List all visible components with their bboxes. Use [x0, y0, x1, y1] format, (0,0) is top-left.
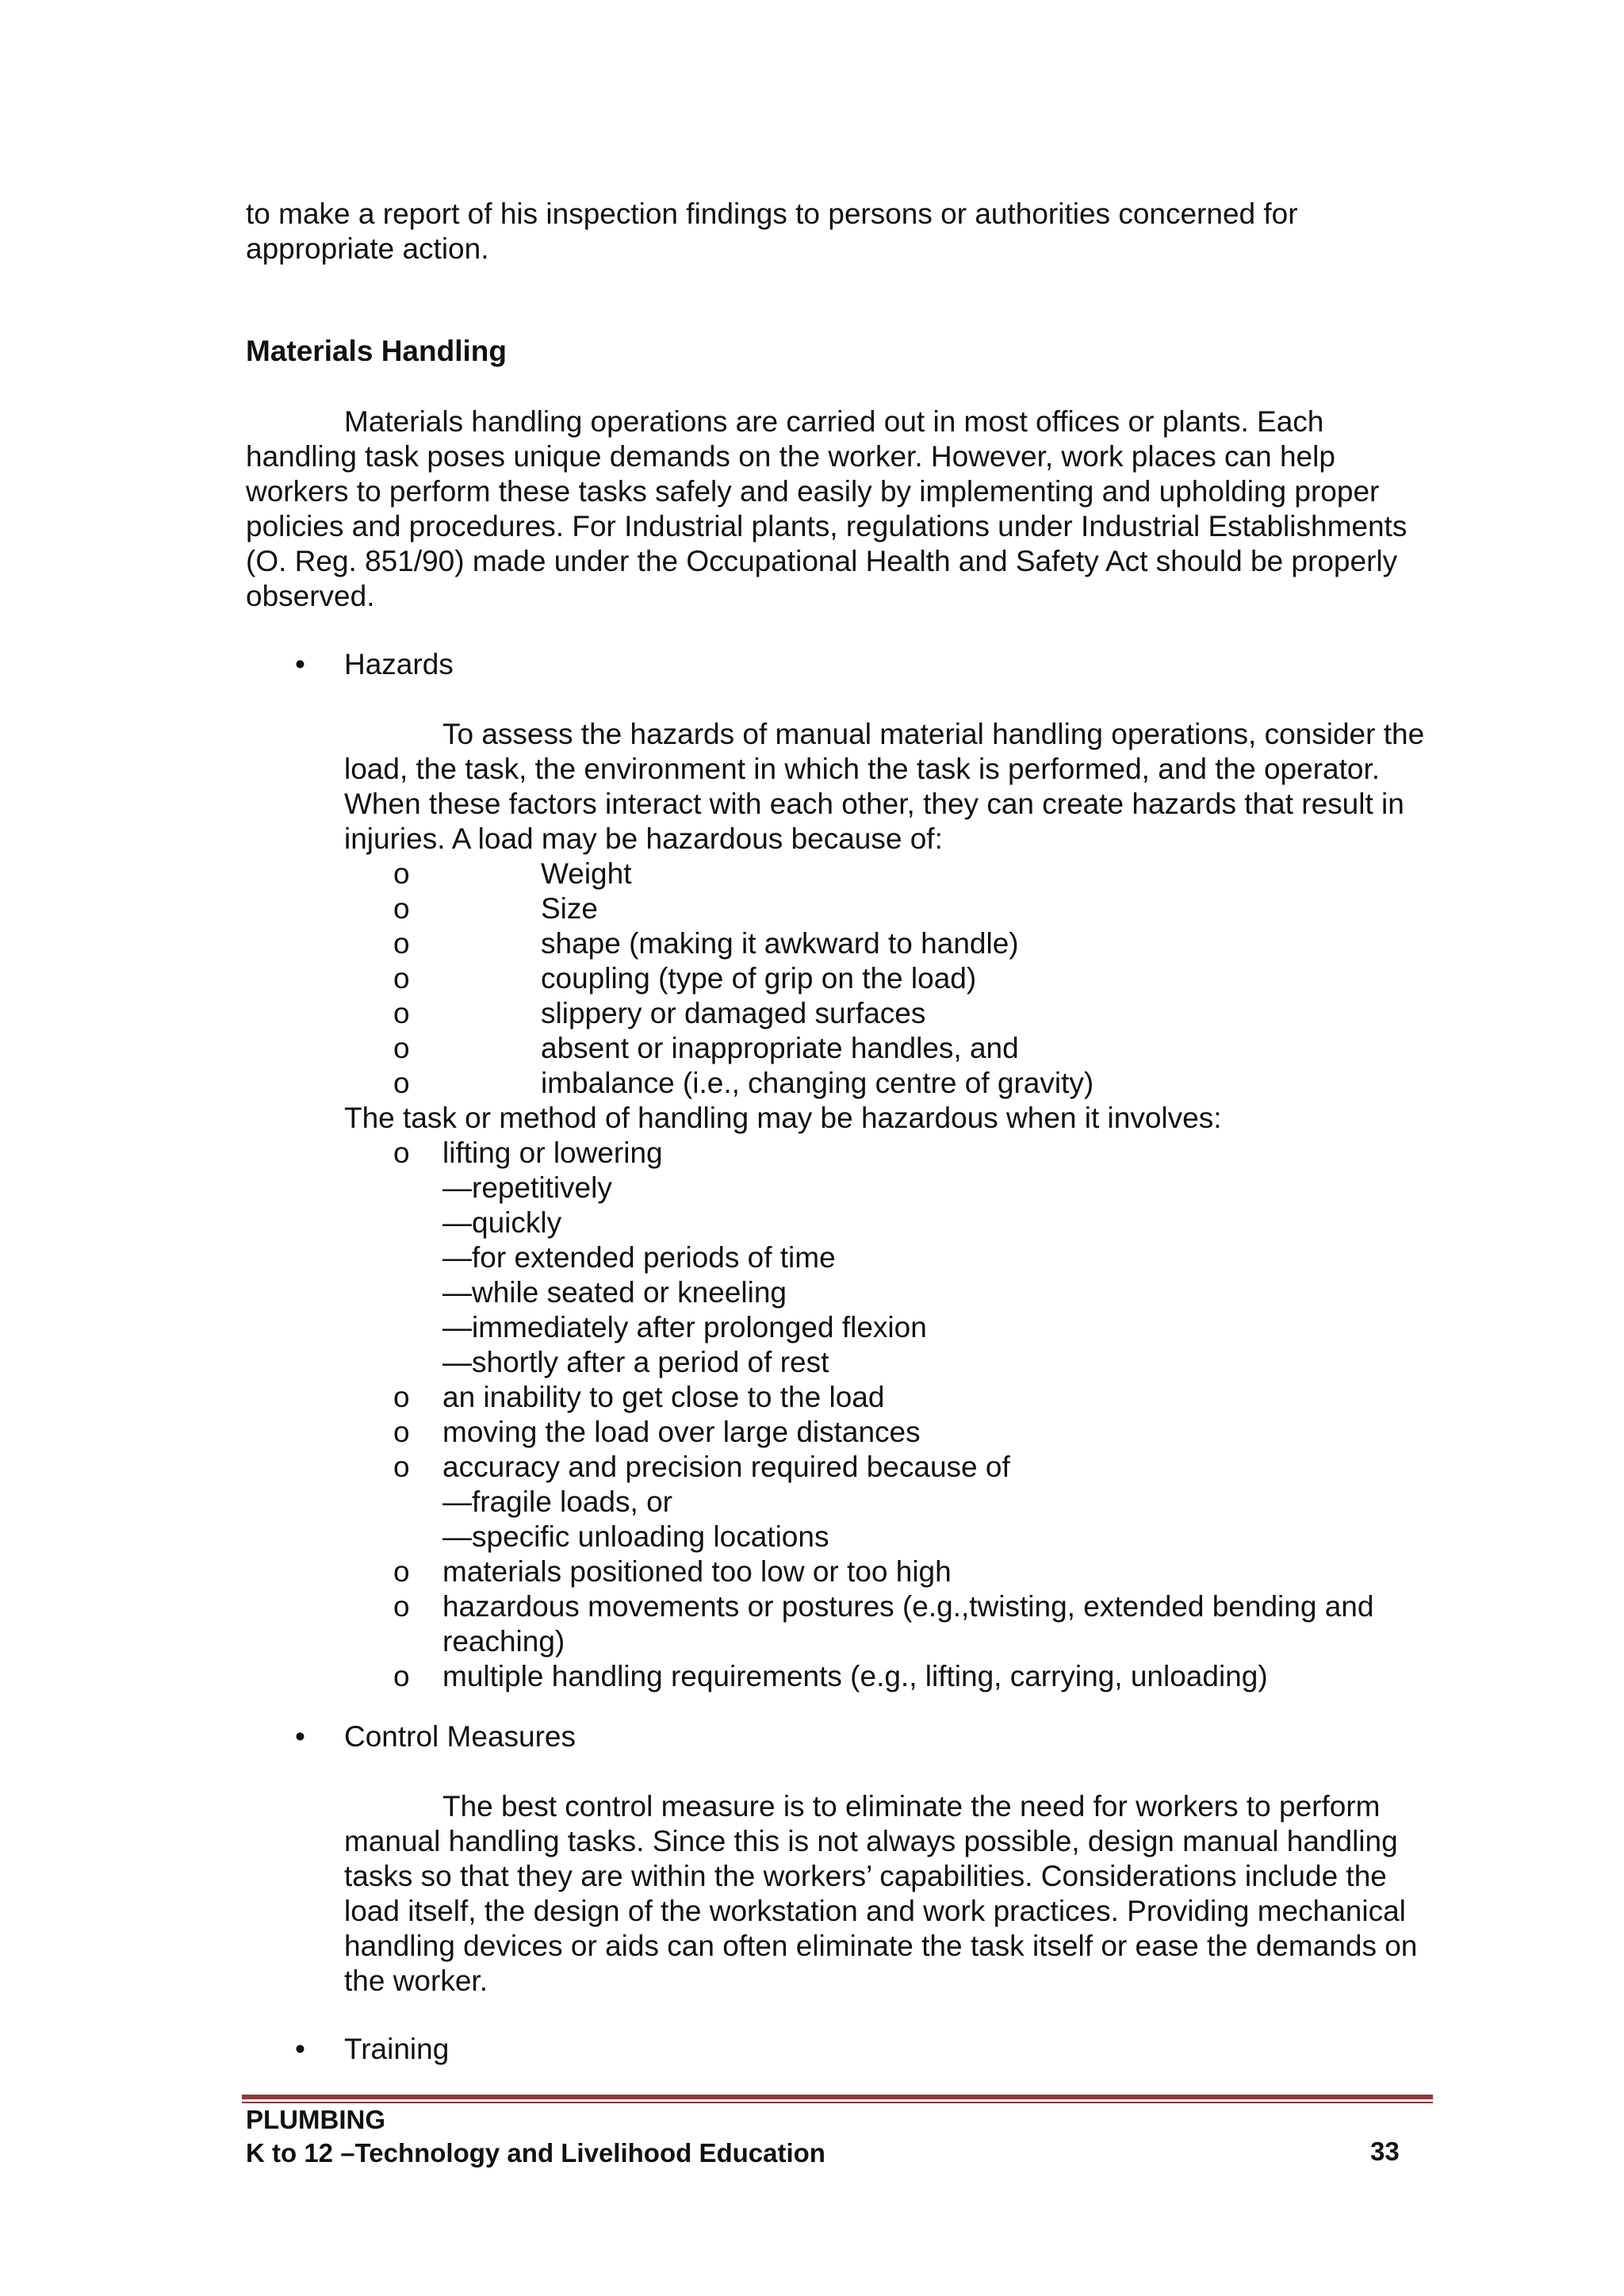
sub-list-item: —shortly after a period of rest — [442, 1346, 829, 1378]
dash-icon: — — [442, 1171, 472, 1204]
circle-bullet-icon: o — [393, 1416, 410, 1448]
circle-bullet-icon: o — [393, 1660, 410, 1692]
sub-list-item: —while seated or kneeling — [442, 1276, 787, 1309]
list-item: o materials positioned too low or too high — [393, 1555, 952, 1588]
control-measures-label: Control Measures — [344, 1720, 576, 1753]
sub-list-item: —repetitively — [442, 1171, 612, 1204]
list-item-continuation: reaching) — [442, 1625, 565, 1658]
list-item: o absent or inappropriate handles, and — [393, 1032, 1019, 1064]
dash-icon: — — [442, 1206, 472, 1239]
list-item: o accuracy and precision required because of — [393, 1451, 1010, 1483]
list-item: o hazardous movements or postures (e.g.,twisting, extended bending and — [393, 1590, 1374, 1623]
dash-icon: — — [442, 1311, 472, 1343]
circle-bullet-icon: o — [393, 1555, 410, 1588]
hazards-intro: To assess the hazards of manual material handling operations, consider the load, the task, the environment in which the task is performed, and the operator. When these factors interact with each other, they can create hazards that result in injuries. A load may be hazardous because of: — [344, 718, 1425, 855]
circle-bullet-icon: o — [393, 962, 410, 995]
footer-subject: PLUMBING — [246, 2105, 385, 2134]
circle-bullet-icon: o — [393, 1032, 410, 1064]
circle-bullet-icon: o — [393, 1590, 410, 1623]
circle-bullet-icon: o — [393, 1451, 410, 1483]
task-intro: The task or method of handling may be hazardous when it involves: — [344, 1102, 1222, 1134]
footer-divider — [242, 2095, 1433, 2099]
circle-bullet-icon: o — [393, 927, 410, 960]
circle-bullet-icon: o — [393, 857, 410, 890]
list-item: o an inability to get close to the load — [393, 1381, 885, 1413]
list-item: o shape (making it awkward to handle) — [393, 927, 1019, 960]
list-item: o slippery or damaged surfaces — [393, 997, 926, 1029]
dash-icon: — — [442, 1485, 472, 1518]
sub-list-item: —for extended periods of time — [442, 1241, 836, 1274]
footer-divider-thin — [242, 2102, 1433, 2103]
bullet-icon: • — [295, 2033, 305, 2065]
circle-bullet-icon: o — [393, 997, 410, 1029]
dash-icon: — — [442, 1241, 472, 1274]
intro-paragraph: to make a report of his inspection findings to persons or authorities concerned for appropriate action. — [246, 197, 1298, 265]
training-label: Training — [344, 2033, 450, 2065]
hazards-label: Hazards — [344, 648, 454, 680]
list-item: o multiple handling requirements (e.g., lifting, carrying, unloading) — [393, 1660, 1268, 1692]
bullet-icon: • — [295, 1720, 305, 1753]
sub-list-item: —fragile loads, or — [442, 1485, 672, 1518]
dash-icon: — — [442, 1276, 472, 1309]
footer-course: K to 12 –Technology and Livelihood Education — [246, 2138, 825, 2168]
section-heading: Materials Handling — [246, 335, 507, 367]
dash-icon: — — [442, 1346, 472, 1378]
dash-icon: — — [442, 1520, 472, 1553]
list-item: o lifting or lowering — [393, 1137, 663, 1169]
load-hazard-list — [393, 857, 1424, 1101]
sub-list-item: —quickly — [442, 1206, 562, 1239]
circle-bullet-icon: o — [393, 892, 410, 925]
control-measures-paragraph: The best control measure is to eliminate the need for workers to perform manual handling tasks. Since this is not always possible, design manual handling tasks so that they are within the workers’ capabilities. Considerations include the load itself, the design of the workstation and work practices. Providing mechanical handling devices or aids can often eliminate the task itself or ease the demands on the worker. — [344, 1790, 1418, 1997]
circle-bullet-icon: o — [393, 1067, 410, 1099]
circle-bullet-icon: o — [393, 1381, 410, 1413]
list-item: o Weight — [393, 857, 632, 890]
sub-list-item: —immediately after prolonged flexion — [442, 1311, 927, 1343]
materials-handling-paragraph: Materials handling operations are carried out in most offices or plants. Each handling task poses unique demands on the worker. However, work places can help workers to perform these tasks safely and easily by implementing and upholding proper policies and procedures. For Industrial plants, regulations under Industrial Establishments (O. Reg. 851/90) made under the Occupational Health and Safety Act should be properly observed. — [246, 405, 1408, 612]
bullet-icon: • — [295, 648, 305, 680]
list-item: o Size — [393, 892, 598, 925]
page-number: 33 — [1370, 2137, 1400, 2166]
list-item: o moving the load over large distances — [393, 1416, 921, 1448]
list-item: o coupling (type of grip on the load) — [393, 962, 977, 995]
list-item: o imbalance (i.e., changing centre of gravity) — [393, 1067, 1094, 1099]
circle-bullet-icon: o — [393, 1137, 410, 1169]
task-hazard-list — [393, 1136, 1440, 1694]
sub-list-item: —specific unloading locations — [442, 1520, 829, 1553]
